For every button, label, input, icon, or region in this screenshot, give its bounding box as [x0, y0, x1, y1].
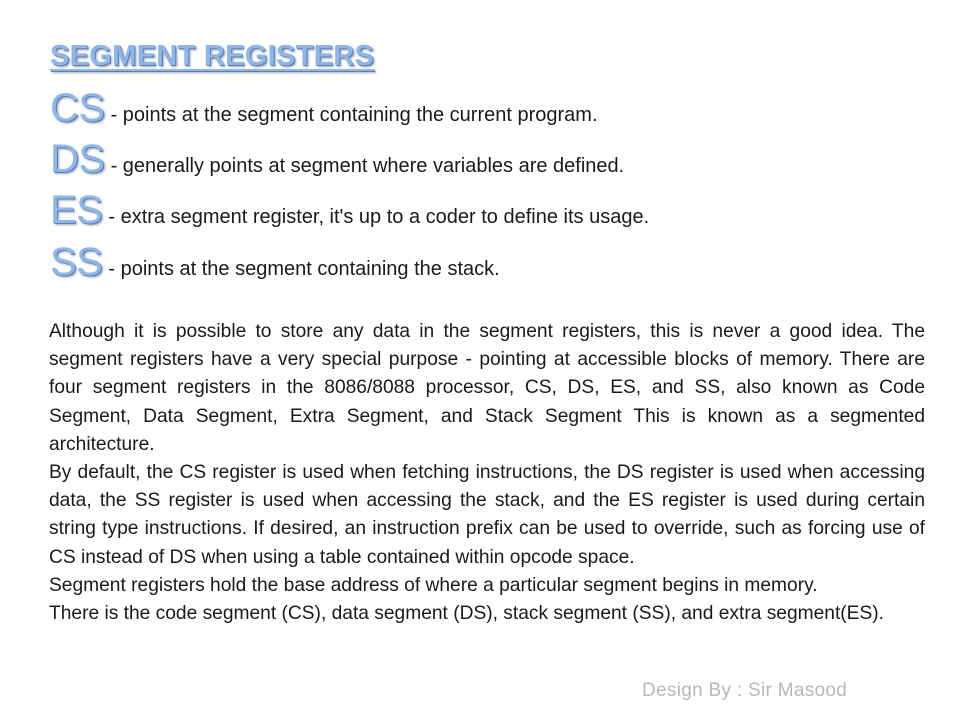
paragraph-segment-overview: Although it is possible to store any data in the segment registers, this is never a good idea. The segment registers have a very special purpose - pointing at accessible blocks of memory. There are four segment registers in the 8086/8088 processor, CS, DS, ES, and SS, also known as Code Segment, Data Segment, Extra Segment, and Stack Segment This is known as a segmented architecture.	[49, 321, 925, 455]
register-line-ss	[50, 242, 500, 282]
register-description: - points at the segment containing the current program.	[110, 104, 598, 126]
register-line-ds	[50, 139, 624, 179]
register-line-cs	[50, 88, 598, 128]
register-description: - points at the segment containing the stack.	[108, 258, 500, 280]
paragraph-base-address: Segment registers hold the base address of where a particular segment begins in memory.	[49, 574, 818, 596]
register-description: - extra segment register, it's up to a coder to define its usage.	[108, 206, 650, 228]
register-description: - generally points at segment where variables are defined.	[110, 155, 625, 177]
paragraph-segment-list: There is the code segment (CS), data segment (DS), stack segment (SS), and extra segment(ES).	[49, 603, 885, 625]
register-name: SS	[50, 240, 103, 284]
register-name: ES	[50, 188, 103, 232]
register-name: CS	[50, 86, 105, 130]
body-text	[49, 318, 925, 628]
paragraph-default-usage: By default, the CS register is used when fetching instructions, the DS register is used when accessing data, the SS register is used when accessing the stack, and the ES register is used during certain string type instructions. If desired, an instruction prefix can be used to override, such as forcing use of CS instead of DS when using a table contained within opcode space.	[49, 462, 925, 568]
register-line-es	[50, 190, 649, 230]
register-name: DS	[50, 137, 105, 181]
credit-footer: Design By : Sir Masood	[642, 680, 848, 701]
page-title: SEGMENT REGISTERS	[50, 40, 375, 72]
